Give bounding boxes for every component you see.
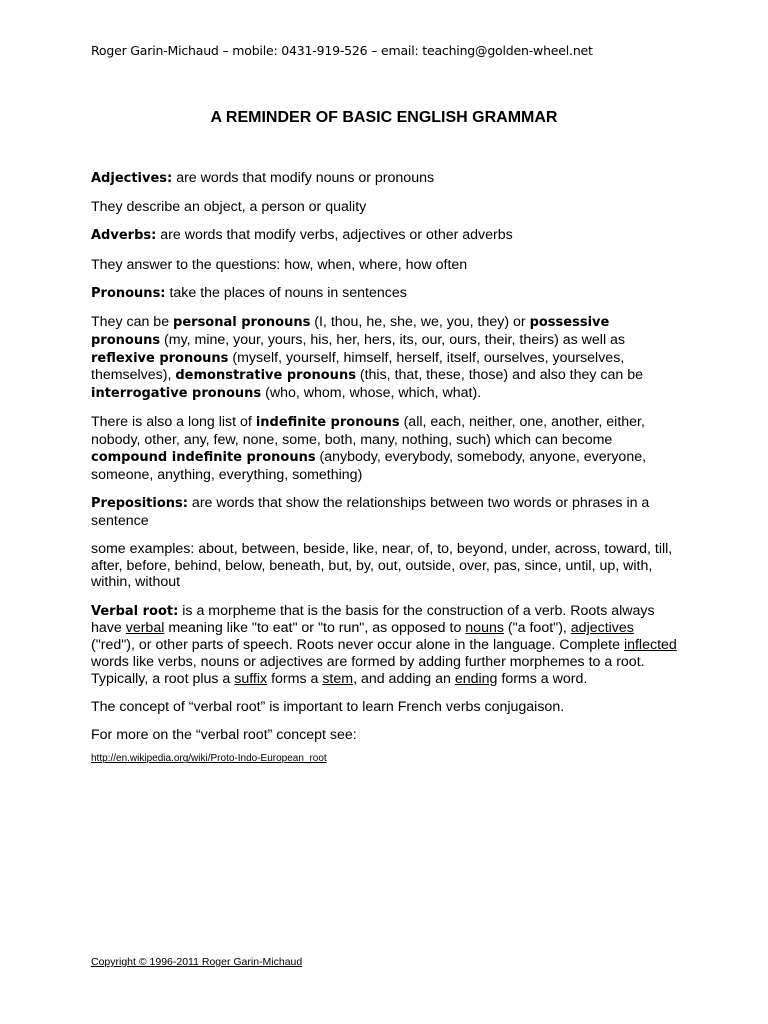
inflected-link[interactable]: inflected [623, 637, 677, 654]
indefinite-pronouns-paragraph: There is also a long list of indefinite pronouns (all, each, neither, one, another, either, nobody, other, any, few, none, some, both, many, nothing, such) which can become compound indefinite pronouns (anybody, everybody, somebody, anyone, everyone, someone, anything, everything, something) [91, 414, 647, 483]
possessive-pronouns-term: possessive pronouns [91, 314, 610, 348]
adverbs-description: They answer to the questions: how, when, where, how often [91, 256, 468, 273]
interrogative-pronouns-term: interrogative pronouns [91, 386, 262, 402]
compound-indefinite-pronouns-term: compound indefinite pronouns [91, 449, 316, 465]
adjectives-description: They describe an object, a person or quality [91, 199, 367, 216]
adverbs-term: Adverbs: [91, 228, 157, 244]
verbal-root-term: Verbal root: [91, 603, 179, 619]
pronouns-definition: Pronouns: take the places of nouns in sentences [91, 284, 407, 301]
suffix-link[interactable]: suffix [234, 670, 268, 687]
adjectives-link[interactable]: adjectives [570, 620, 634, 637]
verbal-root-more: For more on the “verbal root” concept see: [91, 727, 357, 744]
ending-link[interactable]: ending [454, 670, 498, 687]
indefinite-pronouns-term: indefinite pronouns [255, 415, 400, 431]
reflexive-pronouns-term: reflexive pronouns [91, 350, 229, 366]
prepositions-definition: Prepositions: are words that show the relationships between two words or phrases in a sentence [91, 494, 650, 529]
verbal-link[interactable]: verbal [125, 620, 165, 637]
document-body [91, 170, 681, 768]
pronouns-term: Pronouns: [91, 285, 166, 301]
personal-pronouns-term: personal pronouns [173, 314, 311, 330]
prepositions-term: Prepositions: [91, 495, 188, 511]
stem-link[interactable]: stem [322, 670, 354, 687]
adjectives-definition: Adjectives: are words that modify nouns or pronouns [91, 170, 435, 186]
demonstrative-pronouns-term: demonstrative pronouns [175, 368, 356, 384]
pronoun-types-paragraph: They can be personal pronouns (I, thou, he, she, we, you, they) or possessive pronouns (my, mine, your, yours, his, her, hers, its, our, ours, their, theirs) as well as reflexive pronouns (myself, yourself, himself, herself, itself, ourselves, yourselves, themselves), demonstrative pronouns (this, that, these, those) and also they can be interrogative pronouns (who, whom, whose, which, what). [91, 313, 644, 402]
copyright-footer: Copyright © 1996-2011 Roger Garin-Michaud [91, 956, 303, 968]
prepositions-examples: some examples: about, between, beside, like, near, of, to, beyond, under, across, toward, till, after, before, behind, below, beneath, but, by, out, outside, over, pas, since, until, up, with, within, without [91, 540, 673, 591]
adverbs-definition: Adverbs: are words that modify verbs, adjectives or other adverbs [91, 227, 513, 244]
wikipedia-link[interactable]: http://en.wikipedia.org/wiki/Proto-Indo-European_root [91, 753, 327, 765]
page-header: Roger Garin-Michaud – mobile: 0431-919-526 – email: teaching@golden-wheel.net [91, 43, 593, 58]
verbal-root-paragraph: Verbal root: is a morpheme that is the basis for the construction of a verb. Roots always have verbal meaning like "to eat" or "to run", as opposed to nouns ("a foot"), adjectives ("red"), or other parts of speech. Roots never occur alone in the language. Complete inflected words like verbs, nouns or adjectives are formed by adding further morphemes to a root. Typically, a root plus a suffix forms a stem, and adding an ending forms a word. [91, 602, 677, 687]
nouns-link[interactable]: nouns [465, 620, 504, 637]
adjectives-term: Adjectives: [91, 171, 173, 186]
document-title: A REMINDER OF BASIC ENGLISH GRAMMAR [210, 109, 558, 126]
verbal-root-concept: The concept of “verbal root” is important to learn French verbs conjugaison. [91, 699, 565, 716]
